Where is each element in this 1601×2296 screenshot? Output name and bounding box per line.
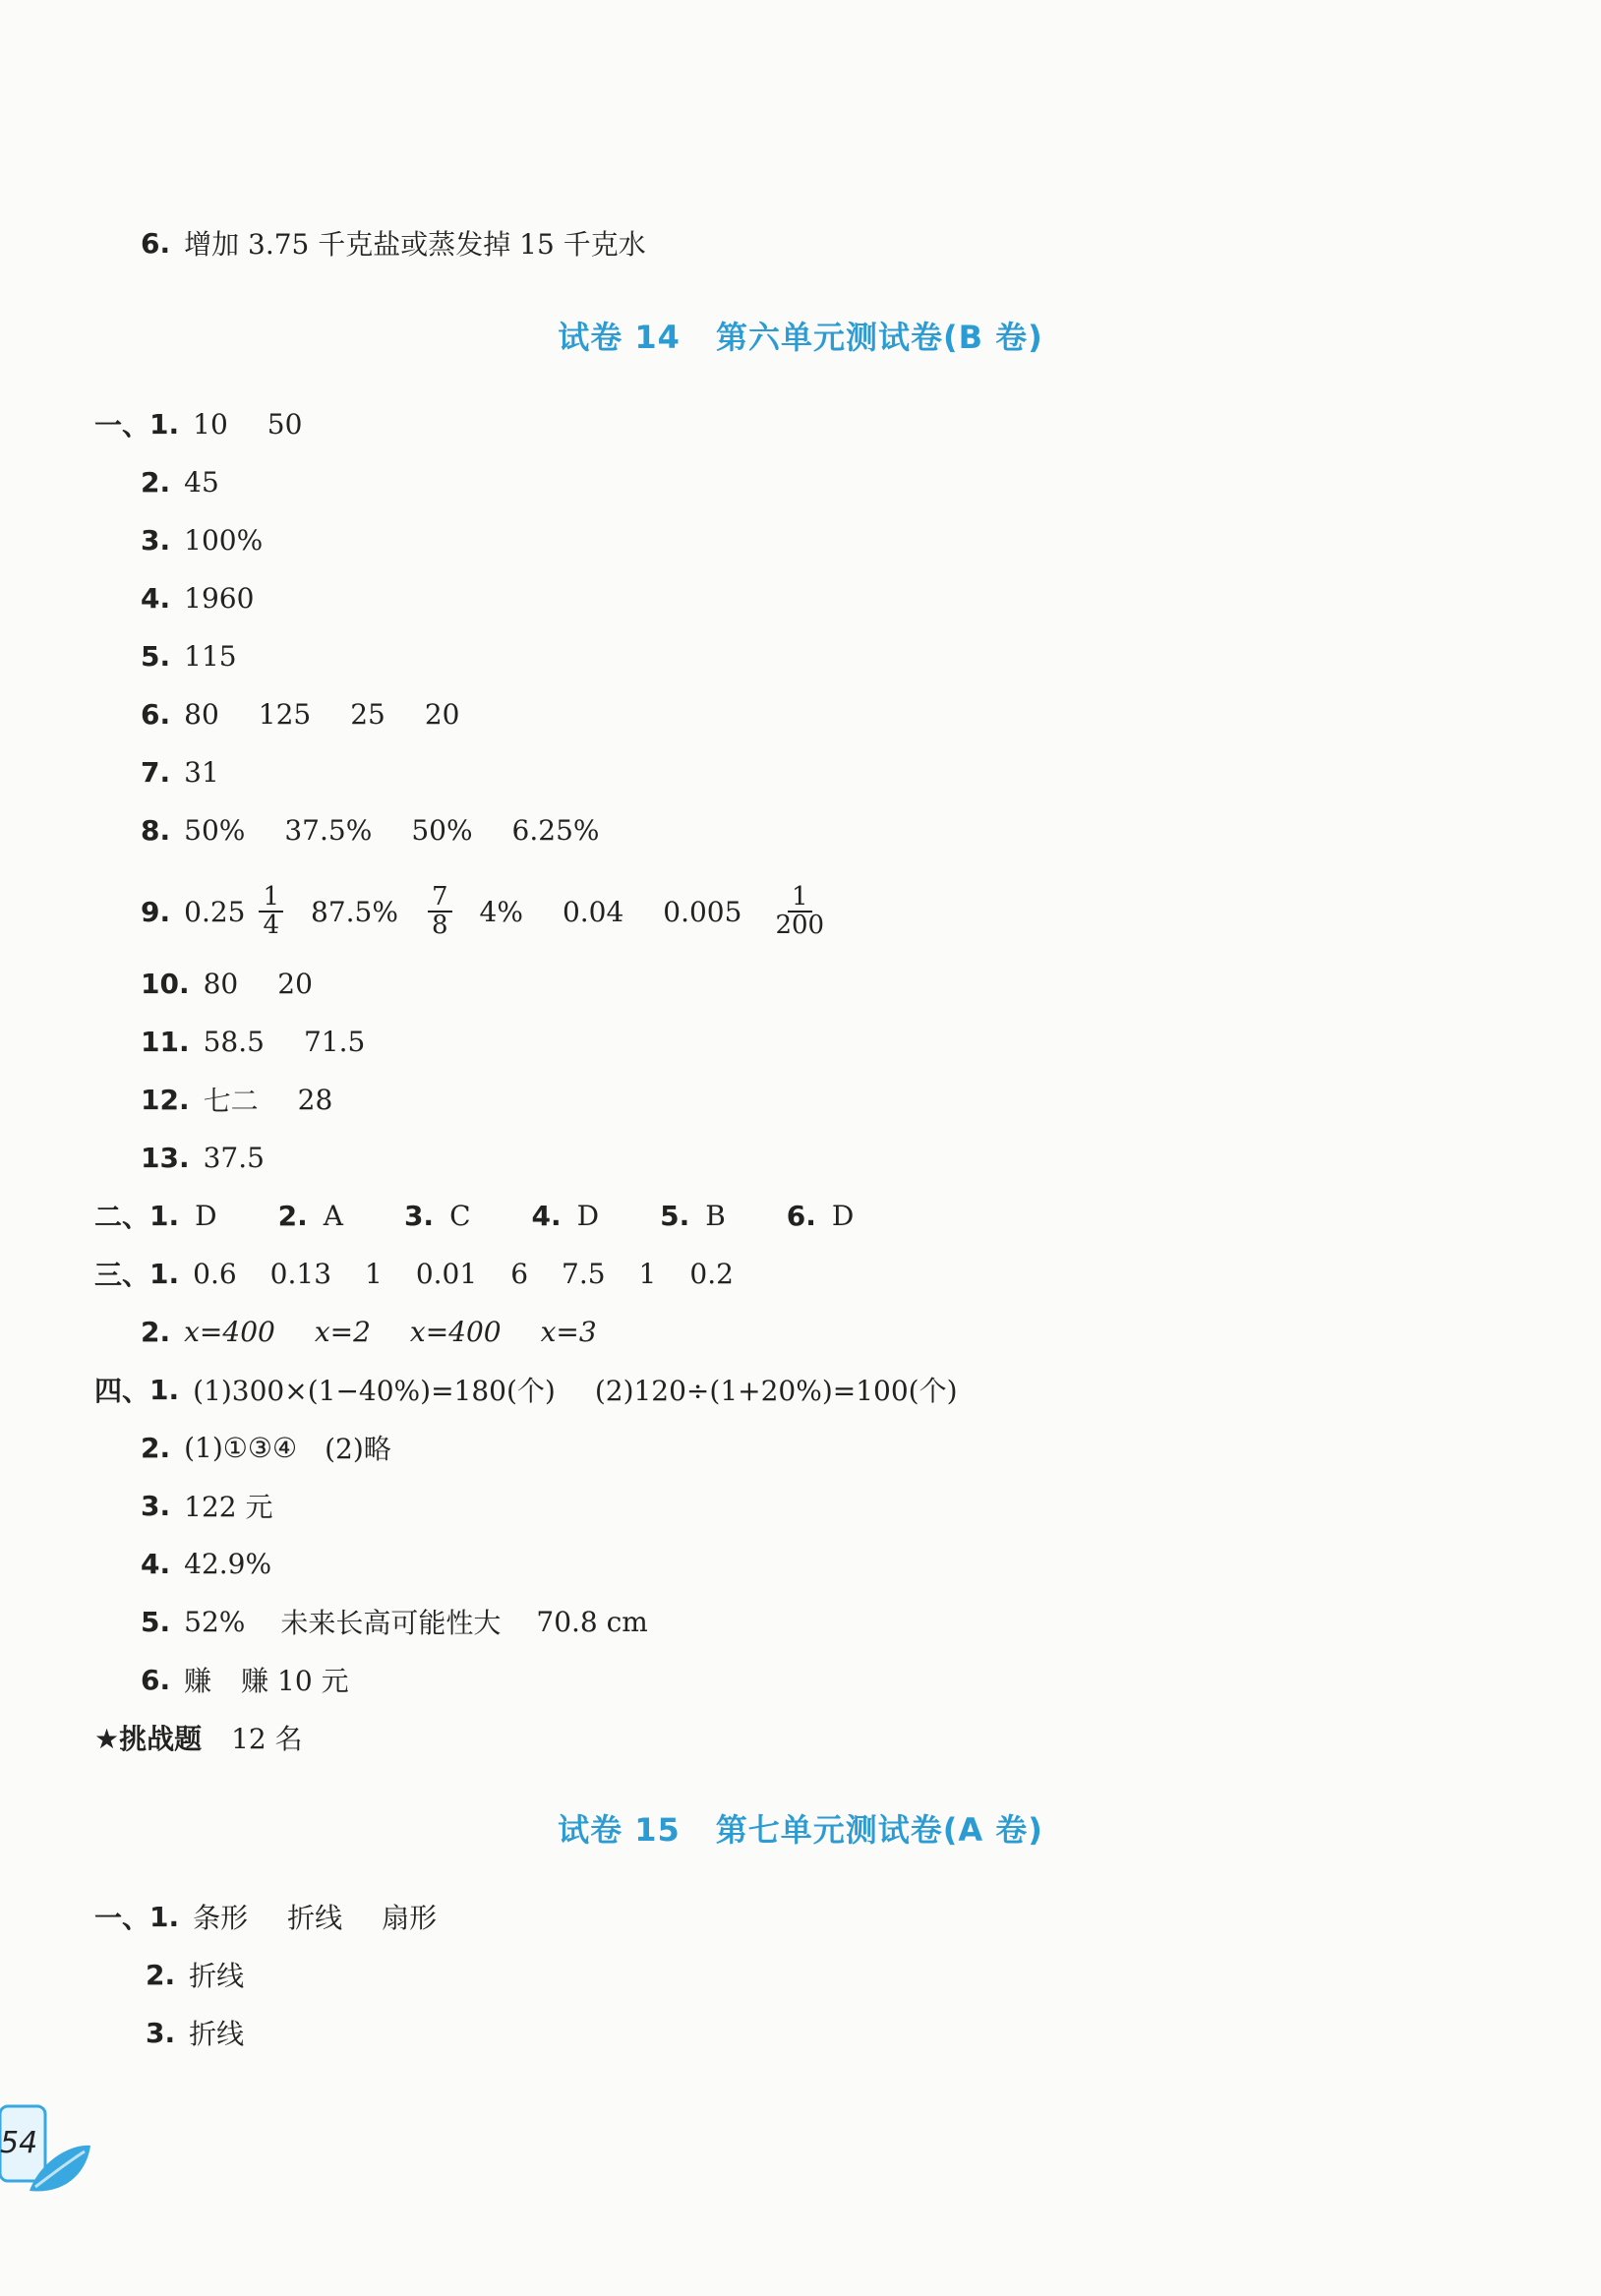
answer: D [576, 1199, 600, 1232]
item-number: 6. [141, 697, 171, 731]
heading-title: 试卷 14 [558, 319, 681, 356]
answer: 赚 [184, 1665, 212, 1697]
item-number: 9. [141, 895, 171, 928]
denominator: 8 [431, 911, 448, 940]
answer: 0.13 [269, 1257, 332, 1290]
answer-line [94, 1252, 734, 1295]
answer: 未来长高可能性大 [280, 1607, 502, 1639]
answer: 37.5 [203, 1141, 265, 1174]
section-label: 三、 [94, 1259, 150, 1291]
item-number: 4. [141, 1547, 171, 1580]
numerator: 7 [428, 884, 452, 913]
answer: 6 [510, 1257, 529, 1290]
answer: D [831, 1199, 855, 1232]
answer-line [146, 2011, 244, 2054]
answer: 七二 [203, 1085, 259, 1117]
answer: 50 [267, 407, 303, 441]
answer: 赚 10 元 [241, 1665, 349, 1697]
answer: 31 [184, 755, 219, 789]
item-number: 2. [141, 1315, 171, 1348]
answer: 50% [411, 813, 473, 847]
answer-line [141, 576, 254, 619]
answer: 折线 [287, 1902, 343, 1934]
section-heading-15 [0, 1805, 1601, 1851]
answer: 0.005 [663, 895, 742, 928]
choice-item [278, 1200, 343, 1232]
answer-line [141, 1020, 365, 1063]
answer: 80 [203, 967, 239, 1000]
answer: 4% [479, 895, 523, 928]
item-number: 3. [403, 1199, 435, 1232]
item-number: 4. [531, 1199, 562, 1232]
answer: 37.5% [284, 813, 373, 847]
answer: 20 [424, 697, 460, 731]
answer: x=400 [409, 1315, 502, 1348]
answer-line [146, 1953, 244, 1996]
item-number: 12. [141, 1083, 190, 1116]
item-number: 5. [141, 1605, 171, 1638]
answer: 122 元 [184, 1491, 273, 1523]
item-number: 2. [141, 465, 171, 499]
answer-line [141, 808, 600, 852]
answer-line [94, 1194, 915, 1237]
answer: 条形 [193, 1902, 249, 1934]
section-heading-14 [0, 313, 1601, 358]
fraction [771, 881, 828, 940]
answer: 71.5 [303, 1025, 366, 1058]
answer: 115 [184, 639, 237, 673]
answer: 58.5 [203, 1025, 265, 1058]
section-label: 四、 [94, 1375, 150, 1407]
answer-line [141, 634, 237, 677]
item-number: 5. [141, 639, 171, 673]
answer: 1960 [184, 581, 255, 615]
answer: 折线 [189, 2018, 245, 2050]
answer: 0.01 [415, 1257, 478, 1290]
section-label: 一、 [94, 1902, 150, 1934]
answer: 52% [184, 1605, 246, 1638]
challenge-line [94, 1716, 303, 1759]
answer: A [323, 1199, 343, 1232]
denominator: 4 [263, 911, 280, 940]
fraction [428, 881, 452, 940]
answer: 1 [638, 1257, 657, 1290]
denominator: 200 [775, 911, 825, 940]
section-label: 一、 [94, 409, 150, 442]
answer: 0.6 [193, 1257, 237, 1290]
item-number: 13. [141, 1141, 190, 1174]
item-number: 3. [141, 1489, 171, 1522]
answer-line [141, 877, 842, 946]
answer: 28 [297, 1083, 333, 1116]
answer: 0.04 [562, 895, 624, 928]
item-number: 10. [141, 967, 190, 1000]
answer-line [141, 221, 646, 265]
answer-line [94, 402, 302, 445]
item-number: 8. [141, 813, 171, 847]
choice-item [787, 1200, 855, 1232]
item-number: 2. [146, 1958, 176, 1991]
answer: 0.25 [184, 895, 246, 928]
answer: (1)300×(1−40%)=180(个) [193, 1375, 556, 1407]
answer: 25 [350, 697, 385, 731]
answer: 12 名 [231, 1723, 303, 1755]
choice-item [404, 1200, 471, 1232]
answer: 20 [277, 967, 313, 1000]
answer-line [141, 1426, 391, 1469]
answer: C [449, 1199, 471, 1232]
item-number: 11. [141, 1025, 190, 1058]
numerator: 1 [259, 884, 283, 913]
answer: 45 [184, 465, 219, 499]
answer: 扇形 [382, 1902, 438, 1934]
item-number: 6. [786, 1199, 816, 1232]
answer: 6.25% [511, 813, 600, 847]
choice-item [149, 1200, 217, 1232]
item-number: 2. [141, 1431, 171, 1464]
answer: 42.9% [184, 1547, 272, 1580]
fraction [259, 881, 283, 940]
answer-line [94, 1368, 958, 1411]
answer: x=400 [184, 1315, 275, 1348]
item-number: 2. [277, 1199, 308, 1232]
answer-line [141, 1600, 648, 1643]
challenge-label: ★挑战题 [94, 1723, 203, 1755]
answer-line [141, 1542, 271, 1585]
answer-text: 增加 3.75 千克盐或蒸发掉 15 千克水 [184, 228, 646, 261]
answer: B [705, 1199, 726, 1232]
answer-line [141, 750, 219, 794]
answer-line [141, 692, 460, 736]
item-number: 1. [149, 407, 180, 441]
answer: (2)120÷(1+20%)=100(个) [594, 1375, 958, 1407]
item-number: 4. [141, 581, 171, 615]
item-number: 6. [141, 226, 171, 260]
answer: (1)①③④ [184, 1431, 298, 1464]
item-number: 3. [141, 523, 171, 557]
item-number: 7. [141, 755, 171, 789]
heading-title: 试卷 15 [558, 1811, 681, 1849]
choice-item [532, 1200, 600, 1232]
answer-line [141, 460, 219, 503]
answer: x=3 [540, 1315, 597, 1348]
item-number: 1. [149, 1373, 180, 1406]
answer: 87.5% [311, 895, 398, 928]
answer: x=2 [314, 1315, 371, 1348]
answer-line [141, 1078, 332, 1121]
item-number: 1. [149, 1257, 180, 1290]
answer-line [141, 962, 313, 1005]
answer: 100% [184, 523, 264, 557]
item-number: 3. [146, 2016, 176, 2049]
item-number: 5. [660, 1199, 690, 1232]
heading-subtitle: 第六单元测试卷(B 卷) [715, 319, 1043, 356]
numerator: 1 [788, 884, 812, 913]
item-number: 6. [141, 1663, 171, 1696]
answer-line [94, 1895, 437, 1938]
answer-line [141, 518, 263, 561]
item-number: 1. [149, 1900, 180, 1933]
answer-line [141, 1310, 597, 1353]
answer: 折线 [189, 1960, 245, 1992]
item-number: 1. [149, 1199, 180, 1232]
answer-line [141, 1658, 349, 1701]
answer: 50% [184, 813, 246, 847]
answer: 7.5 [562, 1257, 606, 1290]
answer: 80 [184, 697, 219, 731]
answer: 70.8 cm [536, 1605, 648, 1638]
answer: 125 [258, 697, 312, 731]
answer: 0.2 [689, 1257, 734, 1290]
section-label: 二、 [94, 1201, 150, 1233]
answer-line [141, 1136, 265, 1179]
answer: D [195, 1199, 217, 1232]
choice-item [660, 1200, 726, 1232]
page-number: 54 [0, 2126, 38, 2160]
answer: 1 [365, 1257, 383, 1290]
answer: (2)略 [325, 1433, 391, 1465]
answer-line [141, 1484, 272, 1527]
answer: 10 [193, 407, 228, 441]
heading-subtitle: 第七单元测试卷(A 卷) [715, 1811, 1043, 1849]
